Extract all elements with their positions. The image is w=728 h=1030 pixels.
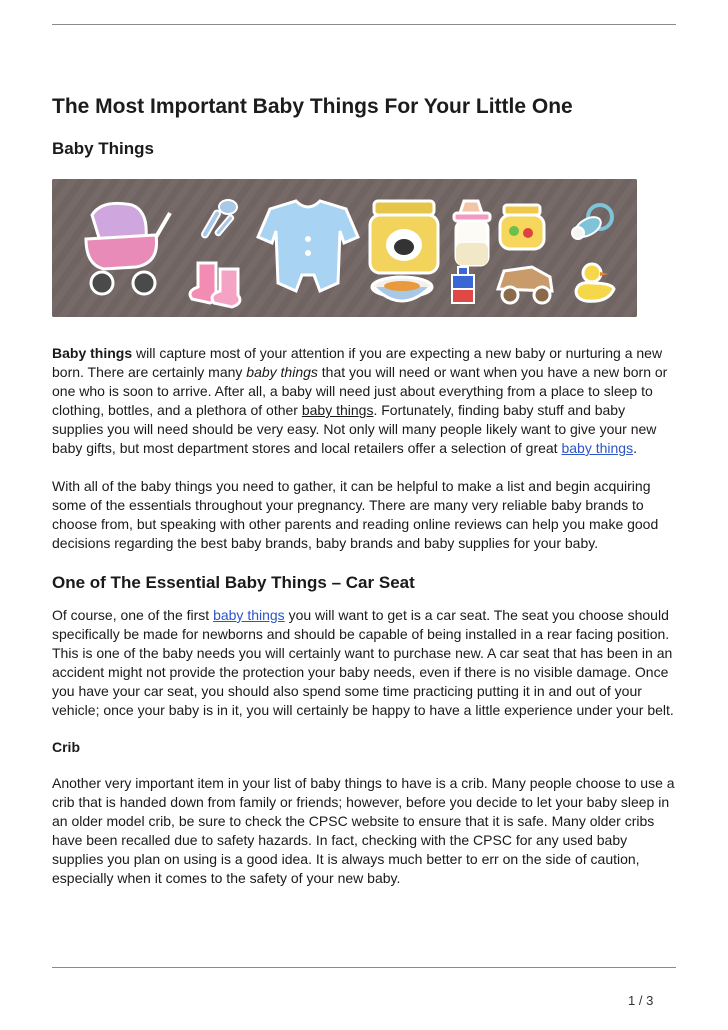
crib-paragraph: Another very important item in your list of baby things to have is a crib. Many people choose to use a crib that is handed down from family or friends; however, before you decide to let your baby sleep in an older model crib, be sure to check the CPSC website to ensure that it is safe. Many older cribs have been recalled due to safety hazards. In fact, checking with the CPSC for any used baby supplies you plan on using is a good idea. It is always much better to err on the side of caution, especially when it comes to the safety of your new baby.: [52, 775, 675, 886]
car-seat-text-2: you will want to get is a car seat. The seat you choose should specifically be made for newborns and should be capable of being installed in a rear facing position. This is one of the baby needs you will certainly want to purchase new. A car seat that has been in an accident might not provide the protection your baby needs, even if there is no visible damage. Once you have your car seat, you should also spend some time practicing putting it in and out of your vehicle; once your baby is in it, you will certainly be happy to have a little experience under your belt.: [52, 607, 674, 718]
car-seat-heading: One of The Essential Baby Things – Car Seat: [52, 573, 415, 592]
car-seat-text-1: Of course, one of the first: [52, 607, 214, 623]
intro-text-4: .: [633, 440, 637, 456]
car-seat-baby-things-link[interactable]: baby things: [213, 607, 285, 623]
intro-text-2: that you will need or want when you have a new born or one who is soon to arrive. After all, a baby will need just about everything from a place to sleep to clothing, bottles, and a plethora of other: [52, 364, 668, 418]
page-number: 1 / 3: [628, 993, 654, 1008]
honey-jar-icon: [500, 205, 544, 249]
page-subtitle: Baby Things: [52, 139, 155, 158]
banner-illustration: [52, 179, 637, 317]
second-paragraph: With all of the baby things you need to gather, it can be helpful to make a list and begin acquiring some of the essentials throughout your pregnancy. There are many very reliable baby brands to choose from, but speaking with other parents and reading online reviews can help you make good decisions regarding the best baby brands, baby brands and baby supplies for your baby.: [52, 478, 659, 551]
intro-text-3: . Fortunately, finding baby stuff and baby supplies you will need should be very easy. Not only will many people likely want to give your new baby gifts, but most department stores and local retailers offer a selection of great: [52, 402, 657, 456]
intro-bold-lead: Baby things: [52, 345, 133, 361]
baby-socks-icon: [190, 263, 240, 307]
intro-italic: baby things: [246, 364, 318, 380]
page-title: The Most Important Baby Things For Your Little One: [52, 95, 573, 118]
top-rule: [52, 24, 676, 25]
baby-things-link[interactable]: baby things: [561, 440, 634, 456]
intro-paragraph: [52, 344, 678, 458]
crib-heading: Crib: [52, 739, 80, 755]
baby-items-banner: [52, 179, 637, 317]
car-seat-paragraph: [52, 606, 678, 720]
baby-food-jar-icon: [370, 201, 438, 273]
bottom-rule: [52, 967, 676, 968]
page-content: [52, 94, 678, 888]
intro-underlined: baby things: [301, 402, 374, 418]
intro-text-1: will capture most of your attention if you are expecting a new baby or nurturing a new born. There are certainly many: [52, 345, 663, 380]
